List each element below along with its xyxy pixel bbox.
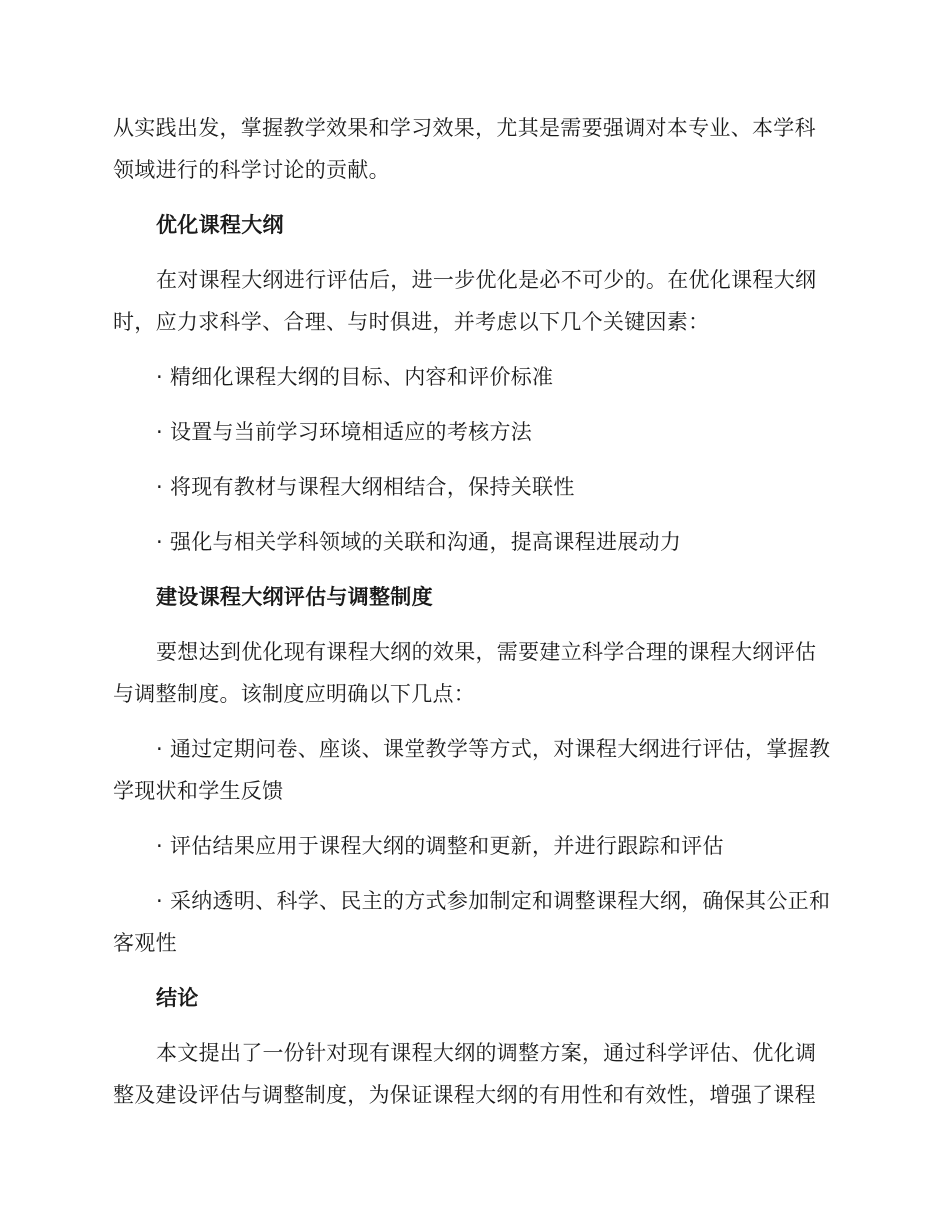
list-item: · 通过定期问卷、座谈、课堂教学等方式，对课程大纲进行评估，掌握教学现状和学生反馈: [113, 737, 831, 803]
conclusion-paragraph: 本文提出了一份针对现有课程大纲的调整方案，通过科学评估、优化调整及建设评估与调整制度，为保证课程大纲的有用性和有效性，增强了课程: [113, 1041, 817, 1107]
list-item: · 将现有教材与课程大纲相结合，保持关联性: [156, 475, 575, 499]
list-item: · 强化与相关学科领域的关联和沟通，提高课程进展动力: [156, 530, 682, 554]
heading-system: 建设课程大纲评估与调整制度: [156, 585, 433, 609]
list-item: · 采纳透明、科学、民主的方式参加制定和调整课程大纲，确保其公正和客观性: [113, 889, 831, 955]
list-item: · 设置与当前学习环境相适应的考核方法: [156, 420, 533, 444]
optimize-paragraph: 在对课程大纲进行评估后，进一步优化是必不可少的。在优化课程大纲时，应力求科学、合理、与时俱进，并考虑以下几个关键因素：: [113, 268, 817, 334]
heading-conclusion: 结论: [156, 986, 199, 1010]
list-item: · 评估结果应用于课程大纲的调整和更新，并进行跟踪和评估: [156, 834, 724, 858]
list-item: · 精细化课程大纲的目标、内容和评价标准: [156, 365, 554, 389]
heading-optimize: 优化课程大纲: [156, 213, 284, 237]
system-paragraph: 要想达到优化现有课程大纲的效果，需要建立科学合理的课程大纲评估与调整制度。该制度应明确以下几点：: [113, 640, 817, 706]
intro-paragraph: 从实践出发，掌握教学效果和学习效果，尤其是需要强调对本专业、本学科领域进行的科学讨论的贡献。: [113, 116, 816, 182]
